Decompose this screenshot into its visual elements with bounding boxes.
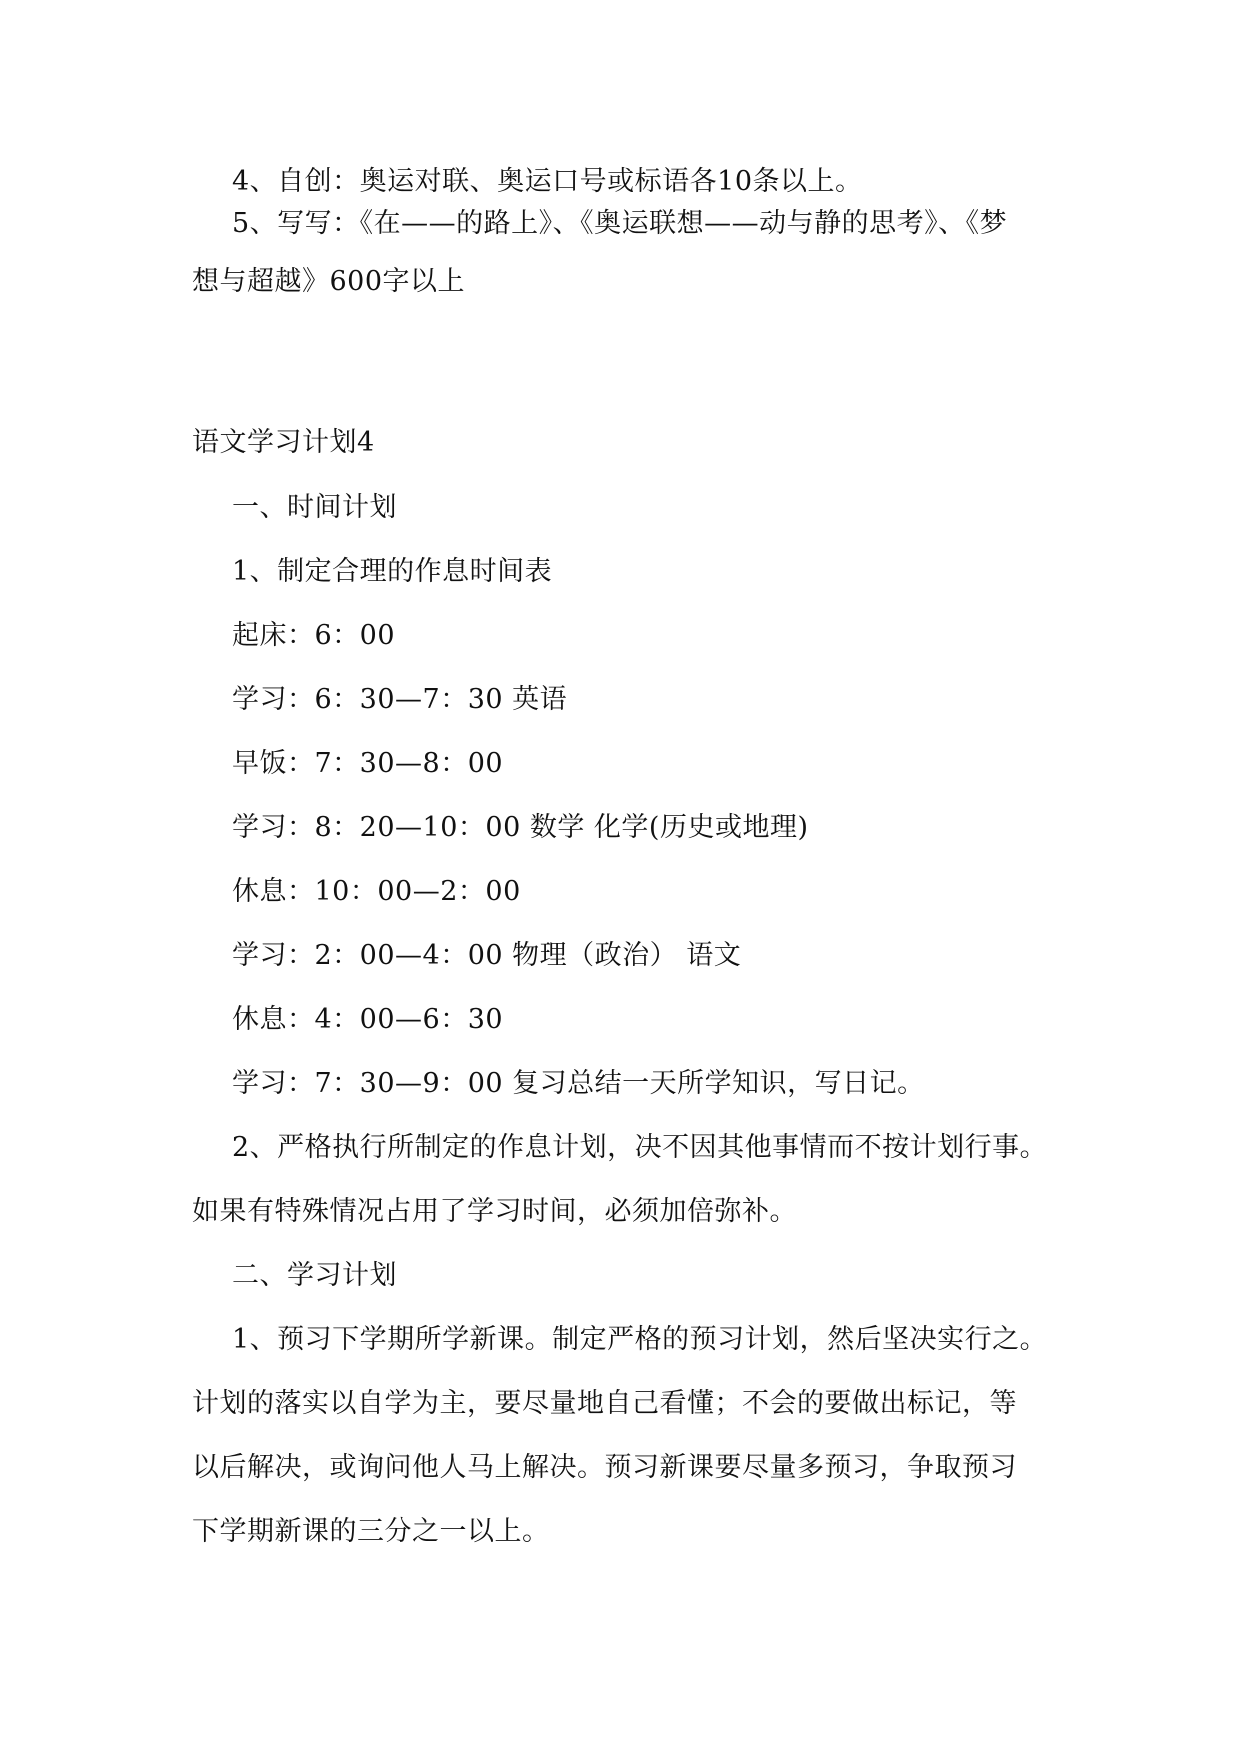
paragraph-line: 下学期新课的三分之一以上。 <box>192 1516 550 1547</box>
schedule-item: 学习：7：30—9：00 复习总结一天所学知识，写日记。 <box>232 1068 925 1099</box>
paragraph-line: 4、自创：奥运对联、奥运口号或标语各10条以上。 <box>232 166 863 197</box>
paragraph-line: 想与超越》600字以上 <box>192 266 466 297</box>
schedule-item: 起床：6：00 <box>232 620 396 651</box>
paragraph-line: 以后解决，或询问他人马上解决。预习新课要尽量多预习，争取预习 <box>192 1452 1017 1483</box>
schedule-item: 早饭：7：30—8：00 <box>232 748 504 779</box>
schedule-item: 学习：6：30—7：30 英语 <box>232 684 568 715</box>
schedule-item: 学习：2：00—4：00 物理（政治） 语文 <box>232 940 742 971</box>
paragraph-line: 计划的落实以自学为主，要尽量地自己看懂；不会的要做出标记，等 <box>192 1388 1017 1419</box>
paragraph-line: 如果有特殊情况占用了学习时间，必须加倍弥补。 <box>192 1196 797 1227</box>
paragraph-line: 2、严格执行所制定的作息计划，决不因其他事情而不按计划行事。 <box>232 1132 1048 1163</box>
paragraph-line: 1、制定合理的作息时间表 <box>232 556 553 587</box>
paragraph-line: 5、写写：《在——的路上》、《奥运联想——动与静的思考》、《梦 <box>232 208 1008 239</box>
subsection-heading: 一、时间计划 <box>232 492 397 523</box>
section-heading: 语文学习计划4 <box>192 427 375 458</box>
schedule-item: 休息：4：00—6：30 <box>232 1004 504 1035</box>
schedule-item: 休息：10：00—2：00 <box>232 876 521 907</box>
subsection-heading: 二、学习计划 <box>232 1260 397 1291</box>
schedule-item: 学习：8：20—10：00 数学 化学(历史或地理) <box>232 812 809 843</box>
paragraph-line: 1、预习下学期所学新课。制定严格的预习计划，然后坚决实行之。 <box>232 1324 1048 1355</box>
